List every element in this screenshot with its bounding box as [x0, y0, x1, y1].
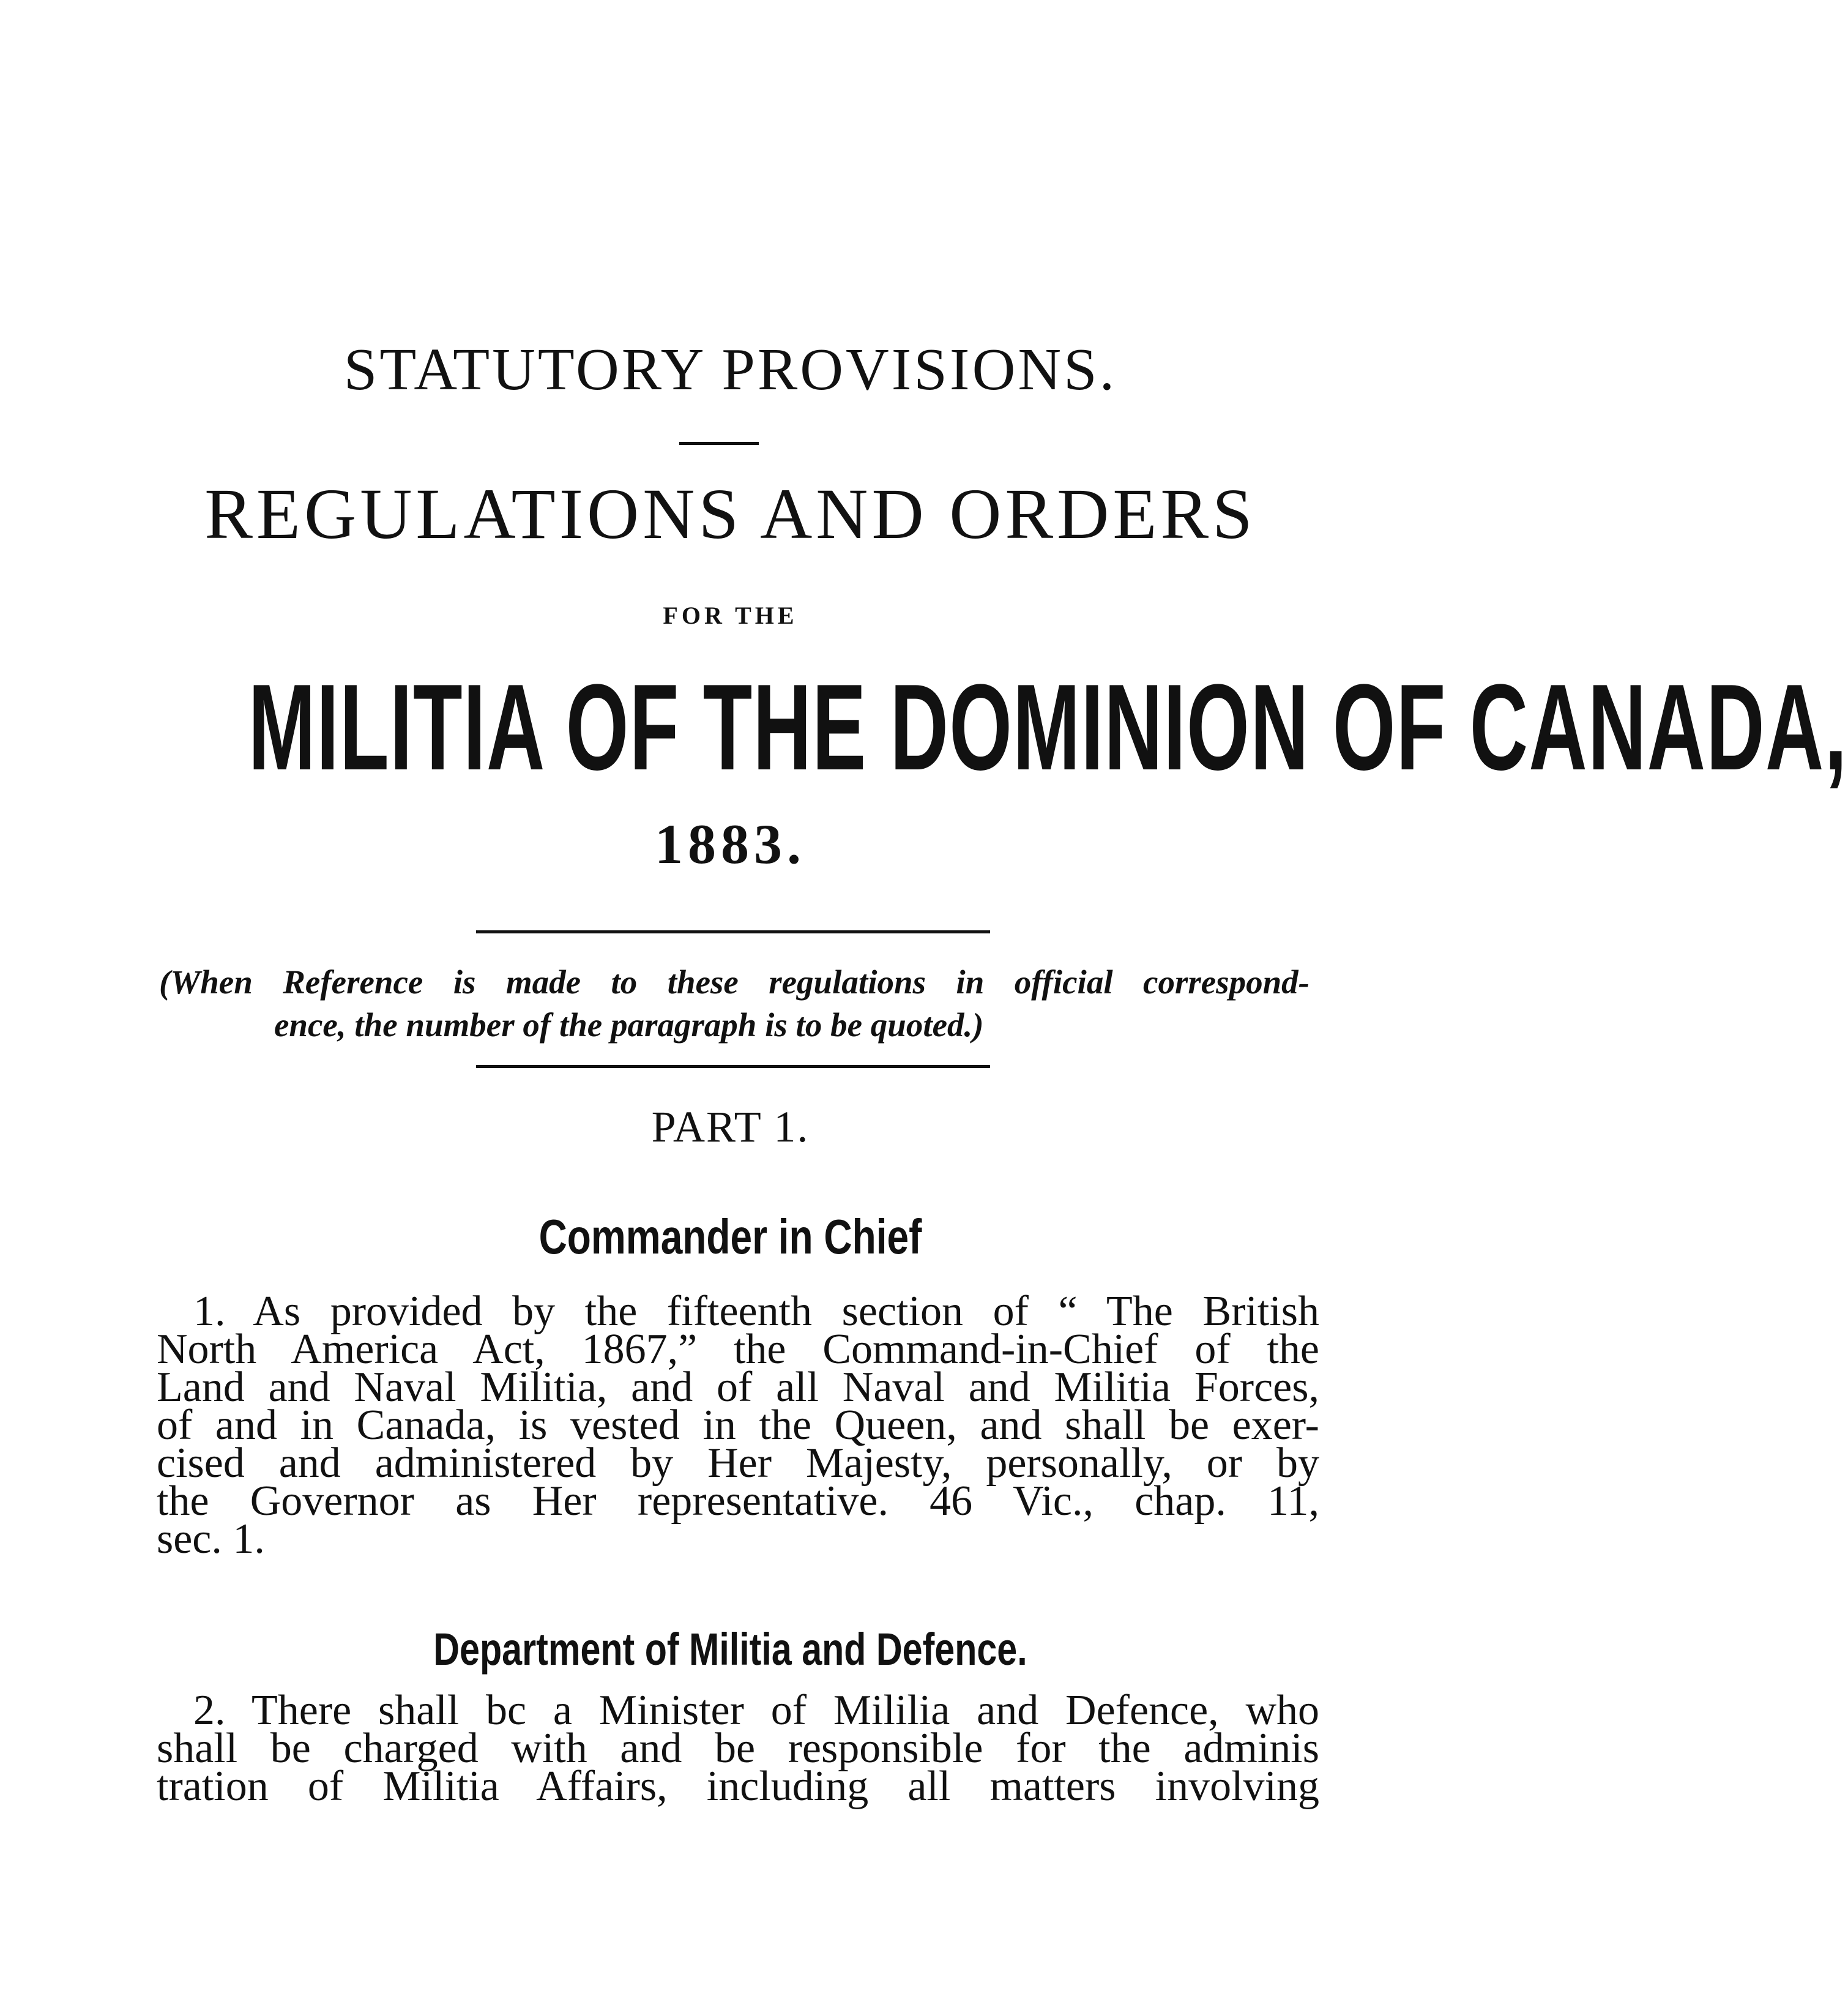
paragraph-line: shall be charged with and be responsible for the adminis [157, 1725, 1319, 1772]
note-line: ence, the number of the paragraph is to be quoted.) [274, 1006, 984, 1044]
subject-title: MILITIA OF THE DOMINION OF CANADA, [248, 659, 1848, 796]
paragraph-line: of and in Canada, is vested in the Queen, and shall be exer- [157, 1402, 1319, 1449]
paragraph-1 [157, 1288, 1319, 1563]
citation-note [159, 961, 1310, 1047]
main-title: REGULATIONS AND ORDERS [204, 474, 1256, 554]
section-heading: Department of Militia and Defence. [433, 1624, 1027, 1675]
paragraph-line: North America Act, 1867,” the Command-in-Chief of the [157, 1326, 1319, 1373]
note-rule-top [476, 930, 990, 933]
paragraph-line: 1. As provided by the fifteenth section of “ The British [193, 1288, 1319, 1335]
note-line: (When Reference is made to these regulations in official correspond- [159, 963, 1310, 1001]
paragraph-line: the Governor as Her representative. 46 Vic., chap. 11, [157, 1478, 1319, 1525]
paragraph-line: 2. There shall bc a Minister of Mililia and Defence, who [193, 1687, 1319, 1734]
paragraph-line: cised and administered by Her Majesty, personally, or by [157, 1440, 1319, 1487]
year: 1883. [655, 813, 806, 875]
part-title: PART 1. [651, 1102, 810, 1151]
paragraph-2 [157, 1687, 1319, 1810]
top-title: STATUTORY PROVISIONS. [343, 337, 1117, 403]
paragraph-line: Land and Naval Militia, and of all Naval and Militia Forces, [157, 1364, 1319, 1411]
note-rule-bottom [476, 1065, 990, 1068]
paragraph-line: tration of Militia Affairs, including all matters involving [157, 1763, 1319, 1810]
title-connector: FOR THE [663, 602, 798, 629]
section-heading: Commander in Chief [538, 1209, 922, 1264]
paragraph-line: sec. 1. [157, 1515, 265, 1563]
title-divider [679, 442, 759, 445]
